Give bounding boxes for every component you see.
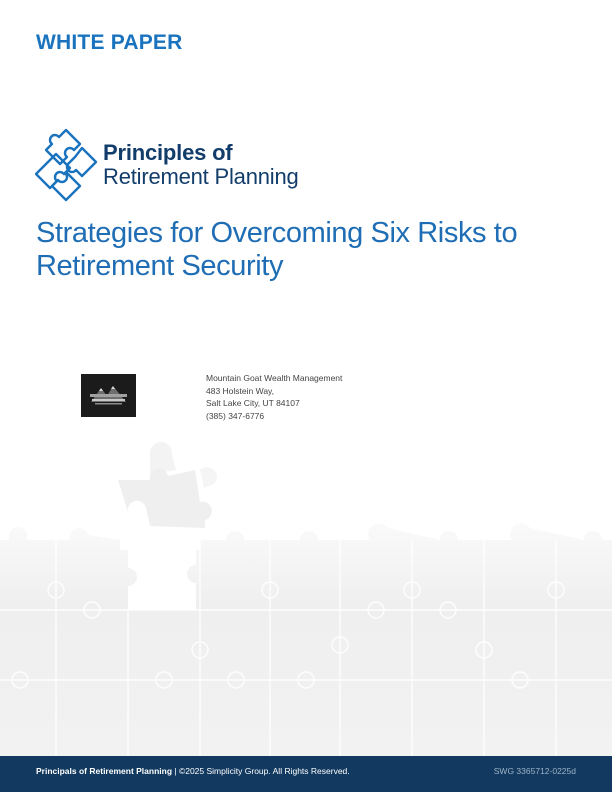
brand-logo-text xyxy=(103,142,299,188)
footer-copyright xyxy=(36,766,350,776)
document-type-label: WHITE PAPER xyxy=(36,31,183,54)
mountain-goat-logo xyxy=(81,374,136,417)
title-line-2: Retirement Security xyxy=(36,250,284,282)
firm-name: Mountain Goat Wealth Management xyxy=(206,373,343,383)
puzzle-pieces-icon xyxy=(34,126,98,208)
footer-brand: Principals of Retirement Planning xyxy=(36,766,173,776)
footer-separator: | xyxy=(172,766,179,776)
document-title xyxy=(36,217,596,283)
brand-line-2: Retirement Planning xyxy=(103,164,299,189)
firm-street: 483 Holstein Way, xyxy=(206,385,275,396)
footer-document-code: SWG 3365712-0225d xyxy=(493,766,576,776)
firm-address xyxy=(206,372,342,422)
title-line-1: Strategies for Overcoming Six Risks to xyxy=(36,217,518,249)
footer-copyright-text: ©2025 Simplicity Group. All Rights Reserved. xyxy=(178,766,350,776)
firm-city: Salt Lake City, UT 84107 xyxy=(206,398,300,408)
firm-phone: (385) 347-6776 xyxy=(206,410,265,421)
brand-line-1: Principles of xyxy=(103,140,233,165)
puzzle-background-illustration xyxy=(0,440,612,756)
page-footer xyxy=(0,756,612,792)
